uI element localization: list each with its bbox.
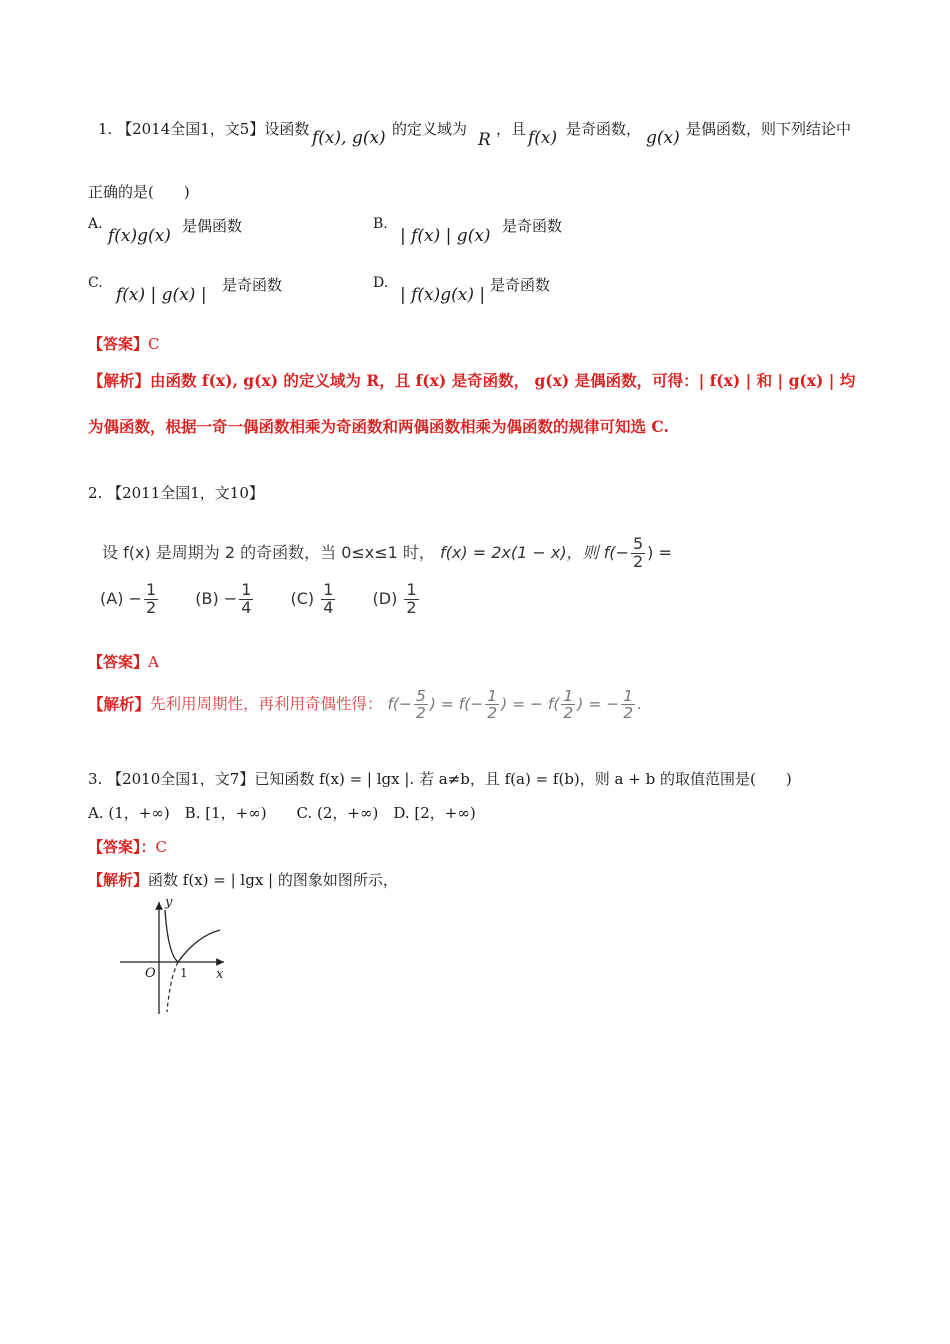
q2-analysis-text: 先利用周期性，再利用奇偶性得：: [150, 695, 383, 714]
q3-header: 3. 【2010全国1，文7】已知函数 f(x) = | lgx |. 若 a≠b，且 f(a) = f(b)，则 a + b 的取值范围是( ): [88, 770, 792, 788]
q3-answer-label: 【答案】：: [88, 838, 156, 856]
q3-analysis-label: 【解析】: [88, 871, 149, 889]
origin-label: O: [145, 966, 156, 981]
q2-problem-image: [98, 520, 678, 630]
lg-negative-dashed-curve: [167, 962, 178, 1012]
q3-analysis-text: 函数 f(x) = | lgx | 的图象如图所示，: [148, 871, 398, 889]
q2-header: 2. 【2011全国1，文10】: [88, 484, 264, 502]
q2-problem-mid: f(x) = 2x(1 − x)，则 f(−: [440, 542, 629, 562]
q2-problem-frac-den: 2: [632, 551, 644, 571]
q2-answer: [88, 651, 159, 672]
q1-option-b-text: 是奇函数: [502, 217, 563, 235]
q1-domain-text: 的定义域为: [392, 120, 468, 138]
q2-analysis-math-2: ) = f(−: [429, 695, 484, 714]
q1-option-c-math: f(x) | g(x) |: [116, 285, 207, 305]
q2-option-a: [100, 580, 160, 617]
q2-problem-frac-num: 5: [632, 534, 644, 553]
q2-analysis-frac4-den: 2: [623, 704, 634, 723]
q2-analysis-label: 【解析】: [88, 694, 151, 714]
q2-option-b: [195, 580, 255, 617]
y-label: y: [165, 895, 173, 910]
q2-option-a-sign: −: [128, 588, 142, 608]
q1-is-odd: 是奇函数，: [566, 120, 642, 138]
q2-problem-frac: [631, 536, 645, 571]
q2-option-c: [290, 580, 337, 617]
q1-option-c-text: 是奇函数: [222, 276, 283, 294]
q2-problem-suffix: ) =: [647, 542, 672, 562]
q2-option-c-den: 4: [323, 597, 334, 617]
q2-option-c-num: 1: [323, 580, 334, 599]
q2-options-row: [100, 582, 421, 617]
q3-graph: [112, 892, 242, 1017]
q1-and: ，且: [496, 120, 527, 138]
q1-R: R: [478, 130, 491, 150]
q1-analysis-line2: 为偶函数，根据一奇一偶函数相乘为奇函数和两偶函数相乘为偶函数的规律可知选 C.: [88, 417, 669, 436]
q2-analysis-math: [387, 687, 642, 723]
q2-option-b-den: 4: [241, 597, 252, 617]
q2-answer-label: 【答案】: [88, 653, 149, 671]
q3-answer-value: C: [155, 838, 167, 856]
q2-analysis-frac3-num: 1: [563, 687, 574, 705]
q1-analysis-line1: [88, 369, 855, 391]
q2-option-b-sign: −: [223, 588, 238, 608]
q1-answer-label: 【答案】: [88, 335, 149, 353]
q1-option-b-label: B.: [373, 216, 388, 232]
x-label: x: [216, 967, 224, 982]
q2-option-a-den: 2: [145, 597, 157, 617]
q2-option-d-label: (D): [372, 588, 398, 608]
q1-fx: f(x): [528, 128, 558, 148]
tick-1-label: 1: [180, 966, 188, 980]
q2-analysis-frac2-den: 2: [487, 704, 498, 723]
q1-is-even: 是偶函数，则下列结论中: [686, 120, 852, 138]
q2-option-d-num: 1: [406, 580, 417, 599]
q2-option-d: [372, 580, 421, 617]
q1-analysis-label: 【解析】: [88, 371, 151, 390]
q1-answer-value: C: [148, 335, 160, 353]
q2-option-b-num: 1: [241, 580, 252, 599]
q2-problem-line: [102, 536, 672, 571]
q2-analysis-frac2-num: 1: [487, 687, 498, 705]
q2-analysis-math-4: ) = −: [577, 695, 620, 714]
q2-option-d-den: 2: [406, 597, 417, 617]
q2-analysis-frac1-den: 2: [415, 704, 426, 723]
q1-option-d-text: 是奇函数: [490, 276, 551, 294]
q2-analysis-frac3-den: 2: [563, 704, 574, 723]
q2-option-b-label: (B): [195, 588, 219, 608]
q2-problem-prefix: 设 f(x) 是周期为 2 的奇函数，当 0≤x≤1 时，: [102, 542, 435, 562]
q2-analysis-frac1-num: 5: [415, 687, 426, 705]
q1-fg-math: f(x), g(x): [312, 128, 386, 148]
q2-analysis-math-3: ) = − f(: [501, 695, 560, 714]
q1-answer: [88, 333, 160, 354]
q1-option-a-text: 是偶函数: [182, 217, 243, 235]
q2-option-a-label: (A): [100, 588, 124, 608]
q1-option-a-math: f(x)g(x): [108, 226, 171, 246]
q2-analysis-frac4-num: 1: [623, 687, 634, 705]
q2-answer-value: A: [148, 653, 159, 671]
q2-option-c-label: (C): [290, 588, 315, 608]
q1-option-c-label: C.: [88, 275, 103, 291]
abs-lg-curve: [165, 910, 220, 962]
q1-option-b-math: | f(x) | g(x): [400, 226, 491, 246]
q1-line2: 正确的是( ): [88, 183, 190, 201]
q2-analysis-math-5: .: [637, 695, 642, 714]
q1-gx: g(x): [646, 128, 680, 148]
q1-option-d-label: D.: [373, 275, 389, 291]
q3-answer: [88, 836, 167, 857]
q1-analysis-text-1: 由函数 f(x), g(x) 的定义域为 R，且 f(x) 是奇函数， g(x) 是偶函数，可得：| f(x) | 和 | g(x) | 均: [150, 371, 856, 390]
q2-analysis-math-1: f(−: [387, 695, 412, 714]
q2-option-a-num: 1: [145, 580, 157, 599]
q3-analysis: [88, 869, 398, 890]
q1-header: 1. 【2014全国1，文5】设函数: [98, 120, 310, 138]
q3-options: A. (1，+∞) B. [1，+∞) C. (2，+∞) D. [2，+∞): [88, 804, 476, 822]
q1-option-d-math: | f(x)g(x) |: [400, 285, 486, 305]
q2-analysis: [88, 688, 642, 722]
q1-option-a-label: A.: [88, 216, 103, 232]
